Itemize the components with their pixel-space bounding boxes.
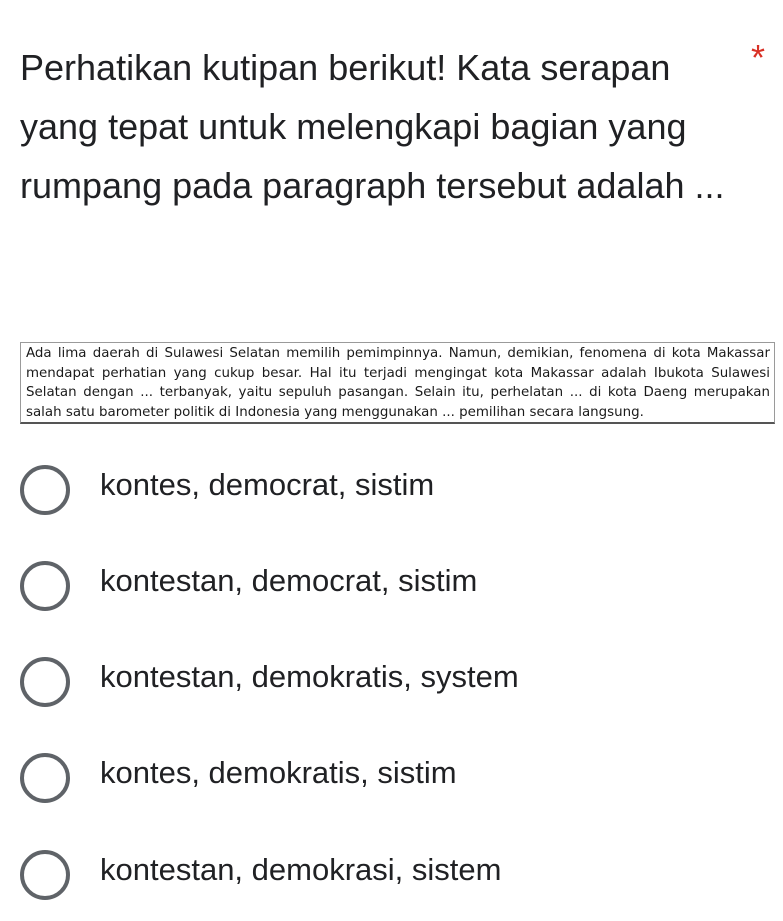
option-3[interactable]: [0, 632, 783, 722]
option-label: kontestan, demokrasi, sistem: [100, 852, 502, 887]
radio-button[interactable]: [20, 561, 70, 611]
option-2[interactable]: [0, 536, 783, 626]
option-5[interactable]: [0, 825, 783, 915]
option-1[interactable]: [0, 440, 783, 530]
radio-button[interactable]: [20, 657, 70, 707]
required-marker: *: [750, 37, 765, 78]
radio-button[interactable]: [20, 753, 70, 803]
radio-button[interactable]: [20, 465, 70, 515]
quoted-passage: Ada lima daerah di Sulawesi Selatan memilih pemimpinnya. Namun, demikian, fenomena di kota Makassar mendapat perhatian yang cukup besar. Hal itu terjadi mengingat kota Makassar adalah Ibukota Sulawesi Selatan dengan ... terbanyak, yaitu sepuluh pasangan. Selain itu, perhelatan ... di kota Daeng merupakan salah satu barometer politik di Indonesia yang menggunakan ... pemilihan secara langsung.: [20, 342, 775, 424]
option-label: kontestan, demokratis, system: [100, 659, 519, 694]
option-label: kontes, democrat, sistim: [100, 467, 435, 502]
option-label: kontestan, democrat, sistim: [100, 563, 478, 598]
question-title: Perhatikan kutipan berikut! Kata serapan yang tepat untuk melengkapi bagian yang rumpang pada paragraph tersebut adalah ...: [20, 47, 725, 206]
option-label: kontes, demokratis, sistim: [100, 755, 457, 790]
radio-button[interactable]: [20, 850, 70, 900]
option-4[interactable]: [0, 728, 783, 818]
